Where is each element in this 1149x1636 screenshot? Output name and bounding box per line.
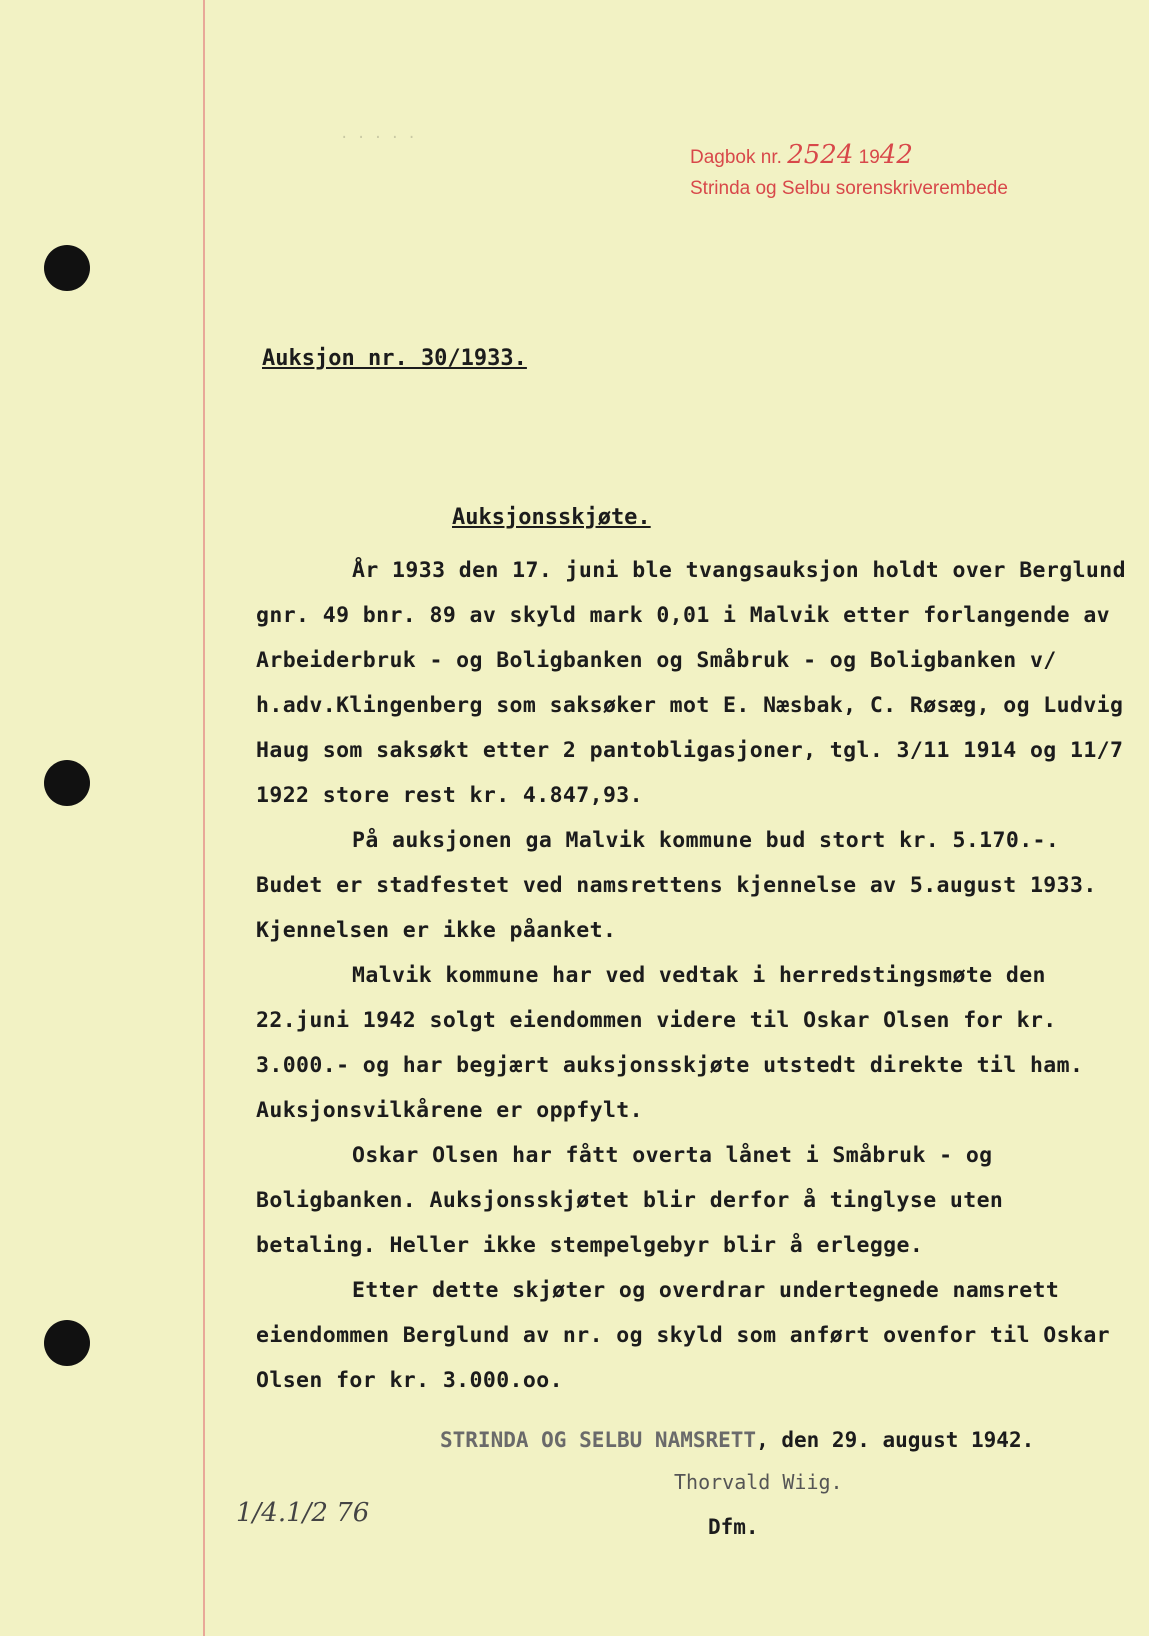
stamp-prefix: Dagbok nr. [690, 147, 782, 168]
punch-hole [44, 760, 90, 806]
punch-hole [44, 1320, 90, 1366]
stamp-year-suffix: 42 [879, 140, 913, 170]
stamp-line-1 [690, 140, 1008, 173]
clerk-initials: Dfm. [708, 1515, 759, 1539]
document-body [256, 548, 1136, 1403]
margin-line [203, 0, 205, 1636]
paragraph: År 1933 den 17. juni ble tvangsauksjon holdt over Berglund gnr. 49 bnr. 89 av skyld mark 0,01 i Malvik etter forlangende av Arbeiderbruk - og Boligbanken og Småbruk - og Boligbanken v/ h.adv.Klingenberg som saksøker mot E. Næsbak, C. Røsæg, og Ludvig Haug som saksøkt etter 2 pantobligasjoner, tgl. 3/11 1914 og 11/7 1922 store rest kr. 4.847,93. [256, 558, 1126, 808]
stamp-year-prefix: 19 [858, 147, 880, 168]
margin-note: 1/4.1/2 76 [236, 1498, 370, 1528]
document-title: Auksjonsskjøte. [452, 505, 651, 530]
paragraph: Etter dette skjøter og overdrar undertegnede namsrett eiendommen Berglund av nr. og skyld som anført ovenfor til Oskar Olsen for kr. 3.000.oo. [256, 1278, 1111, 1393]
registry-stamp [690, 140, 1008, 204]
paragraph: På auksjonen ga Malvik kommune bud stort kr. 5.170.-. Budet er stadfestet ved namsrettens kjennelse av 5.august 1933. Kjennelsen er ikke påanket. [256, 828, 1097, 943]
signature-line [440, 1428, 1034, 1452]
stamp-number: 2524 [787, 140, 854, 170]
paragraph: Malvik kommune har ved vedtak i herredstingsmøte den 22.juni 1942 solgt eiendommen videre til Oskar Olsen for kr. 3.000.- og har begjært auksjonsskjøte utstedt direkte til ham. Auksjonsvilkårene er oppfylt. [256, 963, 1084, 1123]
signer-name: Thorvald Wiig. [674, 1470, 843, 1494]
court-stamp: STRINDA OG SELBU NAMSRETT [440, 1428, 757, 1452]
stamp-line-2: Strinda og Selbu sorenskriverembede [690, 178, 1008, 199]
signature-date: , den 29. august 1942. [756, 1428, 1035, 1452]
punch-hole [44, 245, 90, 291]
faint-impression: · · · · · [340, 130, 416, 146]
auction-number-heading: Auksjon nr. 30/1933. [262, 346, 527, 371]
paragraph: Oskar Olsen har fått overta lånet i Småbruk - og Boligbanken. Auksjonsskjøtet blir derfor å tinglyse uten betaling. Heller ikke stempelgebyr blir å erlegge. [256, 1143, 1004, 1258]
